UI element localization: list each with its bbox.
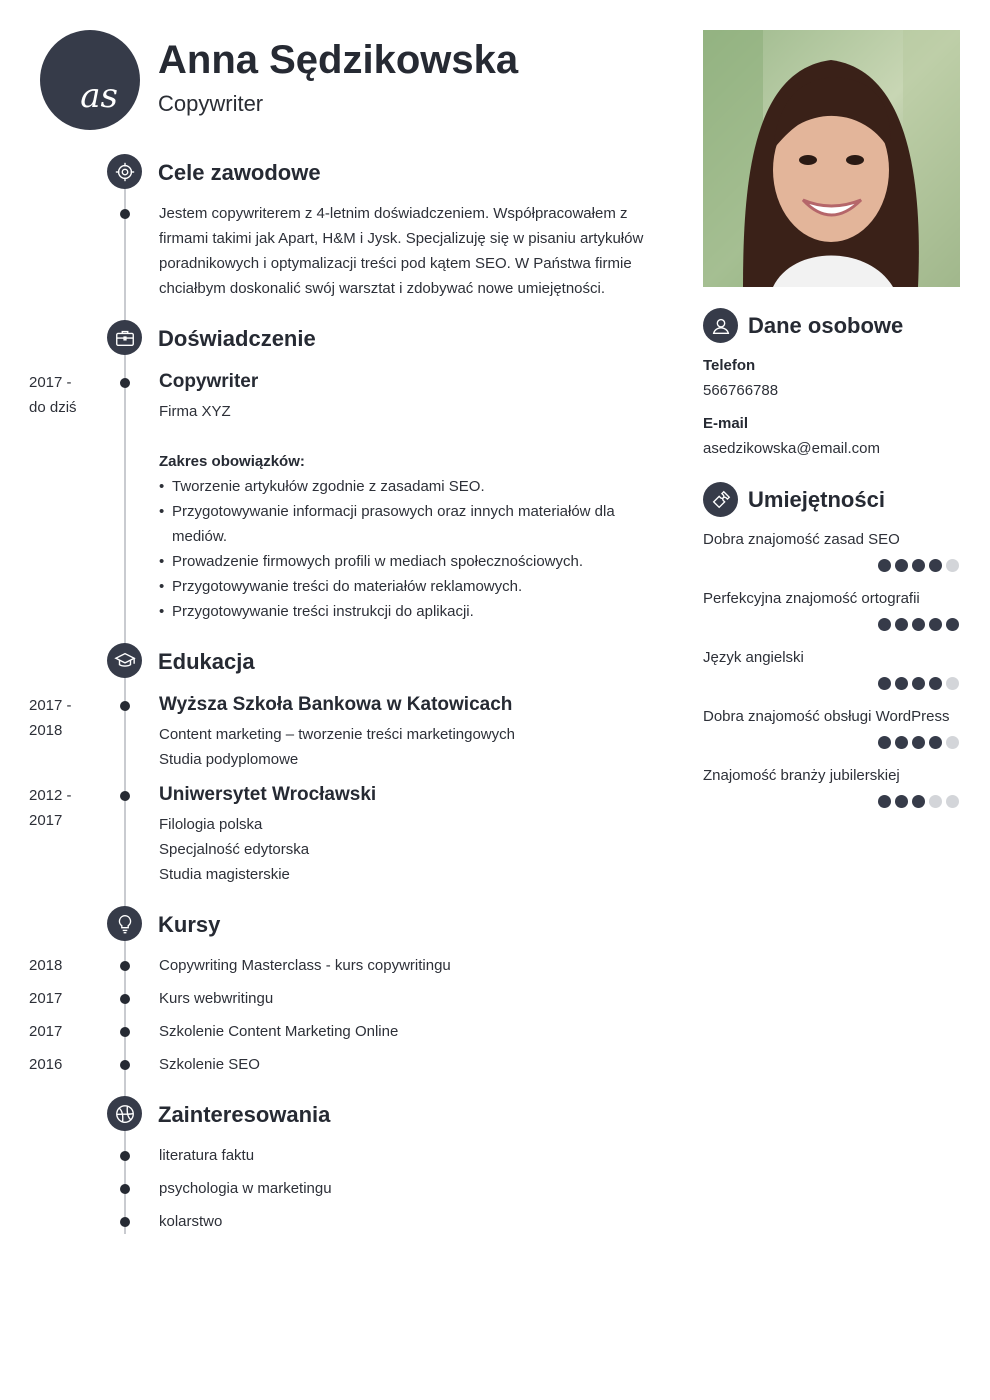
date-start: 2017 - xyxy=(29,697,72,714)
goals-text: Jestem copywriterem z 4-letnim doświadczeniem. Współpracowałem z firmami takimi jak Apart, H&M i Jysk. Specjalizuję się w pisaniu artykułów poradnikowych i optymalizacji treści pod kątem SEO. W Państwa firmie chciałbym doskonalić swój warsztat i zdobywać nowe umiejętności. xyxy=(159,205,644,297)
rating-dot-empty xyxy=(946,736,959,749)
date-end: 2018 xyxy=(29,722,63,739)
education-line: Filologia polska xyxy=(159,816,263,833)
section-title-interests: Zainteresowania xyxy=(158,1102,331,1127)
timeline-dot xyxy=(120,791,130,801)
skill-name: Dobra znajomość obsługi WordPress xyxy=(703,708,950,725)
phone-value: 566766788 xyxy=(703,382,779,399)
rating-dot-filled xyxy=(878,618,891,631)
rating-dot-filled xyxy=(929,559,942,572)
timeline-dot xyxy=(120,1027,130,1037)
timeline-dot xyxy=(120,961,130,971)
rating-dot-empty xyxy=(946,559,959,572)
timeline-dot xyxy=(120,701,130,711)
timeline-dot xyxy=(120,1151,130,1161)
timeline-dot xyxy=(120,378,130,388)
rating-dot-filled xyxy=(912,677,925,690)
timeline-dot xyxy=(120,1060,130,1070)
course-year: 2016 xyxy=(29,1056,63,1073)
timeline-dot xyxy=(120,1184,130,1194)
graduation-cap-icon xyxy=(107,643,142,678)
rating-dot-empty xyxy=(929,795,942,808)
target-icon xyxy=(107,154,142,189)
rating-dot-filled xyxy=(895,559,908,572)
rating-dot-filled xyxy=(878,559,891,572)
interest-item: literatura faktu xyxy=(159,1147,255,1164)
date-start: 2017 - xyxy=(29,374,72,391)
candidate-name: Anna Sędzikowska xyxy=(158,38,519,82)
list-item: • Przygotowywanie treści do materiałów reklamowych. xyxy=(159,574,629,599)
section-title-skills: Umiejętności xyxy=(748,487,885,512)
section-title-courses: Kursy xyxy=(158,912,221,937)
course-name: Kurs webwritingu xyxy=(159,990,274,1007)
education-line: Content marketing – tworzenie treści marketingowych xyxy=(159,726,515,743)
rating-dot-filled xyxy=(929,677,942,690)
briefcase-icon xyxy=(107,320,142,355)
education-date xyxy=(29,693,109,743)
rating-dot-filled xyxy=(878,795,891,808)
skill-rating xyxy=(878,795,959,808)
basketball-icon xyxy=(107,1096,142,1131)
email-label: E-mail xyxy=(703,415,749,432)
date-start: 2012 - xyxy=(29,787,72,804)
rating-dot-filled xyxy=(929,618,942,631)
skill-name: Język angielski xyxy=(703,649,804,666)
experience-position: Copywriter xyxy=(159,371,259,392)
rating-dot-filled xyxy=(895,618,908,631)
course-year: 2017 xyxy=(29,990,63,1007)
rating-dot-filled xyxy=(878,736,891,749)
course-year: 2017 xyxy=(29,1023,63,1040)
section-title-personal: Dane osobowe xyxy=(748,313,904,338)
education-date xyxy=(29,783,109,833)
education-school: Uniwersytet Wrocławski xyxy=(159,784,377,805)
skill-rating xyxy=(878,559,959,572)
date-end: 2017 xyxy=(29,812,63,829)
duties-list xyxy=(159,474,629,624)
user-icon xyxy=(703,308,738,343)
interest-item: kolarstwo xyxy=(159,1213,223,1230)
skill-name: Znajomość branży jubilerskiej xyxy=(703,767,900,784)
lightbulb-icon xyxy=(107,906,142,941)
rating-dot-filled xyxy=(946,618,959,631)
education-line: Specjalność edytorska xyxy=(159,841,310,858)
timeline-dot xyxy=(120,1217,130,1227)
candidate-title: Copywriter xyxy=(158,91,264,116)
section-title-experience: Doświadczenie xyxy=(158,326,316,351)
rating-dot-filled xyxy=(895,795,908,808)
education-details xyxy=(159,722,515,772)
skill-rating xyxy=(878,618,959,631)
email-value: asedzikowska@email.com xyxy=(703,440,880,457)
rating-dot-filled xyxy=(895,736,908,749)
course-name: Szkolenie Content Marketing Online xyxy=(159,1023,399,1040)
section-title-goals: Cele zawodowe xyxy=(158,160,321,185)
duties-label: Zakres obowiązków: xyxy=(159,453,305,470)
list-item: • Przygotowywanie informacji prasowych oraz innych materiałów dla mediów. xyxy=(159,499,629,549)
skill-name: Dobra znajomość zasad SEO xyxy=(703,531,900,548)
phone-label: Telefon xyxy=(703,357,756,374)
list-item: • Przygotowywanie treści instrukcji do aplikacji. xyxy=(159,599,629,624)
puzzle-icon xyxy=(703,482,738,517)
education-details xyxy=(159,812,309,887)
rating-dot-filled xyxy=(895,677,908,690)
skill-name: Perfekcyjna znajomość ortografii xyxy=(703,590,920,607)
rating-dot-filled xyxy=(929,736,942,749)
course-name: Szkolenie SEO xyxy=(159,1056,260,1073)
rating-dot-filled xyxy=(912,559,925,572)
rating-dot-filled xyxy=(912,795,925,808)
list-item: • Prowadzenie firmowych profili w mediach społecznościowych. xyxy=(159,549,629,574)
list-item: • Tworzenie artykułów zgodnie z zasadami SEO. xyxy=(159,474,629,499)
timeline-dot xyxy=(120,209,130,219)
course-name: Copywriting Masterclass - kurs copywritingu xyxy=(159,957,451,974)
timeline-dot xyxy=(120,994,130,1004)
rating-dot-empty xyxy=(946,795,959,808)
skill-rating xyxy=(878,677,959,690)
education-line: Studia podyplomowe xyxy=(159,751,299,768)
course-year: 2018 xyxy=(29,957,63,974)
monogram-text: as xyxy=(80,76,118,116)
interest-item: psychologia w marketingu xyxy=(159,1180,332,1197)
section-title-education: Edukacja xyxy=(158,649,255,674)
rating-dot-filled xyxy=(912,618,925,631)
education-school: Wyższa Szkoła Bankowa w Katowicach xyxy=(159,694,513,715)
profile-photo xyxy=(703,30,960,287)
education-line: Studia magisterskie xyxy=(159,866,290,883)
experience-company: Firma XYZ xyxy=(159,403,231,420)
rating-dot-empty xyxy=(946,677,959,690)
date-end: do dziś xyxy=(29,399,77,416)
rating-dot-filled xyxy=(878,677,891,690)
rating-dot-filled xyxy=(912,736,925,749)
experience-date xyxy=(29,370,109,420)
monogram-badge xyxy=(40,30,140,130)
skill-rating xyxy=(878,736,959,749)
